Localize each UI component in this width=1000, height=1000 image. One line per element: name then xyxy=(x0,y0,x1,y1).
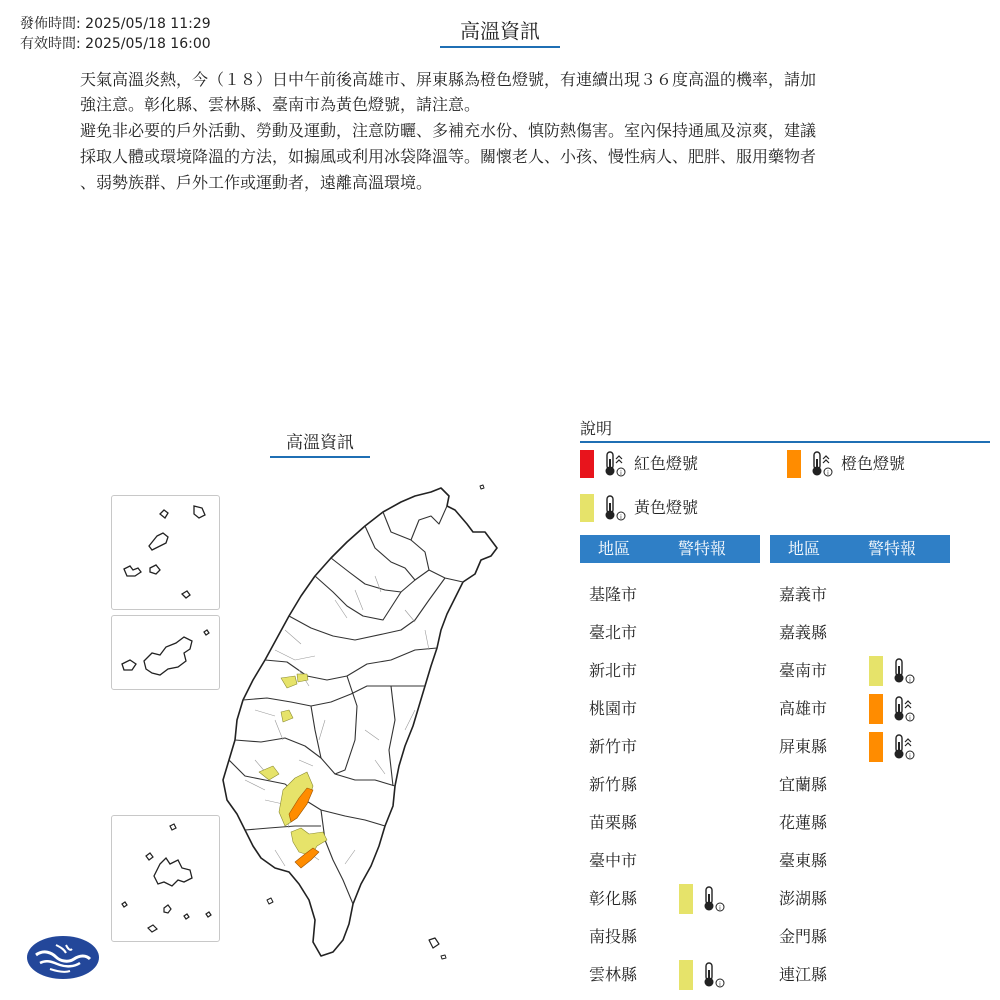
legend-orange-label: 橙色燈號 xyxy=(841,454,906,473)
publish-time: 發佈時間: 2025/05/18 11:29 xyxy=(20,16,211,32)
small-island-sw xyxy=(267,898,273,904)
region-row xyxy=(589,846,759,876)
legend-heading: 說明 xyxy=(580,418,990,443)
region-name: 臺中市 xyxy=(589,851,638,870)
region-row xyxy=(779,618,949,648)
matsu-islands xyxy=(112,496,219,609)
region-row xyxy=(779,694,949,724)
region-row xyxy=(589,960,759,990)
svg-text:i: i xyxy=(909,715,911,722)
region-list-right xyxy=(779,580,949,1000)
legend-red xyxy=(580,449,698,479)
kinmen-islands xyxy=(112,616,219,689)
region-name: 臺東縣 xyxy=(779,851,828,870)
region-name: 臺南市 xyxy=(779,661,828,680)
taiwan-map xyxy=(215,480,505,960)
warning-indicator xyxy=(869,656,917,686)
description-line-5: 、弱勢族群、戶外工作或運動者，遠離高溫環境。 xyxy=(80,173,433,192)
taiwan-outline xyxy=(223,488,497,956)
yellow-swatch xyxy=(869,656,883,686)
region-row xyxy=(589,694,759,724)
region-name: 高雄市 xyxy=(779,699,828,718)
red-swatch xyxy=(580,450,594,478)
description-line-4: 採取人體或環境降溫的方法，如搧風或利用冰袋降溫等。關懷老人、小孩、慢性病人、肥胖、服用藥物者 xyxy=(80,147,817,166)
warning-indicator xyxy=(869,732,917,762)
col-region-right: 地區 xyxy=(788,539,821,558)
inset-kinmen xyxy=(111,615,220,690)
region-name: 南投縣 xyxy=(589,927,638,946)
region-list-left xyxy=(589,580,759,1000)
description-line-1: 天氣高溫炎熱，今（１８）日中午前後高雄市、屏東縣為橙色燈號，有連續出現３６度高溫的機率，請加 xyxy=(80,70,817,89)
penghu-islands xyxy=(112,816,219,941)
region-row xyxy=(779,808,949,838)
region-name: 金門縣 xyxy=(779,927,828,946)
region-name: 澎湖縣 xyxy=(779,889,828,908)
region-row xyxy=(589,770,759,800)
region-row xyxy=(779,922,949,952)
thermometer-icon xyxy=(807,450,835,478)
region-row xyxy=(589,732,759,762)
region-name: 彰化縣 xyxy=(589,889,638,908)
region-row xyxy=(589,580,759,610)
description-line-3: 避免非必要的戶外活動、勞動及運動，注意防曬、多補充水份、慎防熱傷害。室內保持通風及涼爽，建議 xyxy=(80,121,817,140)
orange-swatch xyxy=(787,450,801,478)
region-row xyxy=(589,884,759,914)
orange-swatch xyxy=(869,732,883,762)
region-name: 嘉義市 xyxy=(779,585,828,604)
map-title: 高溫資訊 xyxy=(270,430,370,458)
region-name: 宜蘭縣 xyxy=(779,775,828,794)
region-name: 新竹縣 xyxy=(589,775,638,794)
svg-text:i: i xyxy=(909,677,911,684)
thermometer-icon xyxy=(889,695,917,723)
region-name: 新竹市 xyxy=(589,737,638,756)
col-region-left: 地區 xyxy=(598,539,631,558)
region-row xyxy=(589,618,759,648)
region-name: 桃園市 xyxy=(589,699,638,718)
svg-text:i: i xyxy=(620,514,622,521)
region-name: 臺北市 xyxy=(589,623,638,642)
legend-yellow-label: 黃色燈號 xyxy=(634,498,699,517)
region-row xyxy=(779,732,949,762)
region-row xyxy=(589,656,759,686)
table-header-right xyxy=(770,535,950,563)
svg-text:i: i xyxy=(827,470,829,477)
orange-swatch xyxy=(869,694,883,724)
thermometer-icon xyxy=(889,733,917,761)
thermometer-icon xyxy=(889,657,917,685)
yellow-swatch xyxy=(679,884,693,914)
inset-matsu xyxy=(111,495,220,610)
svg-text:i: i xyxy=(719,981,721,988)
region-name: 新北市 xyxy=(589,661,638,680)
thermometer-icon xyxy=(699,885,727,913)
region-name: 雲林縣 xyxy=(589,965,638,984)
svg-text:i: i xyxy=(620,470,622,477)
region-name: 嘉義縣 xyxy=(779,623,828,642)
region-row xyxy=(779,884,949,914)
region-row xyxy=(779,960,949,990)
valid-time: 有效時間: 2025/05/18 16:00 xyxy=(20,36,211,52)
region-row xyxy=(779,656,949,686)
page-title: 高溫資訊 xyxy=(440,16,560,48)
region-name: 花蓮縣 xyxy=(779,813,828,832)
small-island-north xyxy=(480,485,484,489)
thermometer-icon xyxy=(600,494,628,522)
region-row xyxy=(779,770,949,800)
col-warning-left: 警特報 xyxy=(678,539,727,558)
thermometer-icon xyxy=(600,450,628,478)
small-island-se xyxy=(441,955,446,959)
yellow-swatch xyxy=(580,494,594,522)
cwa-logo xyxy=(26,935,100,980)
svg-text:i: i xyxy=(719,905,721,912)
legend-yellow xyxy=(580,493,698,523)
warning-indicator xyxy=(679,960,727,990)
warning-indicator xyxy=(679,884,727,914)
legend-red-label: 紅色燈號 xyxy=(634,454,699,473)
region-name: 基隆市 xyxy=(589,585,638,604)
region-name: 苗栗縣 xyxy=(589,813,638,832)
region-name: 屏東縣 xyxy=(779,737,828,756)
table-header-left xyxy=(580,535,760,563)
region-row xyxy=(779,846,949,876)
yellow-swatch xyxy=(679,960,693,990)
thermometer-icon xyxy=(699,961,727,989)
svg-text:i: i xyxy=(909,753,911,760)
inset-penghu xyxy=(111,815,220,942)
legend-orange xyxy=(787,449,905,479)
region-row xyxy=(589,808,759,838)
green-island xyxy=(429,938,439,948)
region-row xyxy=(779,580,949,610)
col-warning-right: 警特報 xyxy=(868,539,917,558)
region-row xyxy=(589,922,759,952)
warning-indicator xyxy=(869,694,917,724)
region-name: 連江縣 xyxy=(779,965,828,984)
description-line-2: 強注意。彰化縣、雲林縣、臺南市為黃色燈號，請注意。 xyxy=(80,95,481,114)
